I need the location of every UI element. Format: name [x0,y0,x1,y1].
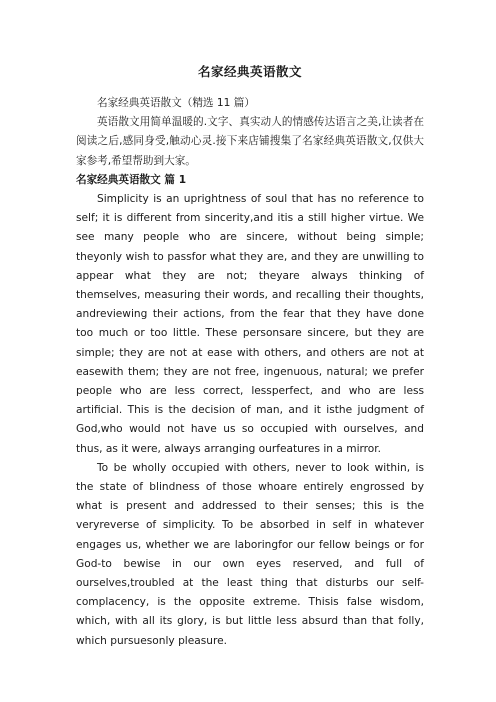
document-title: 名家经典英语散文 [197,64,302,79]
section-heading: 名家经典英语散文 篇 1 [76,173,187,186]
document-subtitle: 名家经典英语散文（精选 11 篇） [97,97,255,109]
intro-paragraph: 英语散文用简单温暖的.文字、真实动人的情感传达语言之美,让读者在阅读之后,感同身受,触动心灵.接下来店铺搜集了名家经典英语散文,仅供大家参考,希望帮助到大家。 [76,116,424,167]
body-paragraph-2: To be wholly occupied with others, never to look within, is the state of blindness of those whoare entirely engrossed by what is present and addressed to their senses; this is the veryreverse of simplicity. To be absorbed in self in whatever engages us, whether we are laboringfor our fellow beings or for God-to bewise in our own eyes reserved, and full of ourselves,troubled at the least thing that disturbs our self-complacency, is the opposite extreme. Thisis false wisdom, which, with all its glory, is but little less absurd than that folly, which pursuesonly pleasure. [76,461,424,647]
body-paragraph-1: Simplicity is an uprightness of soul that has no reference to self; it is different from sincerity,and itis a still higher virtue. We see many people who are sincere, without being simple; theyonly wish to passfor what they are, and they are unwilling to appear what they are not; theyare always thinking of themselves, measuring their words, and recalling their thoughts, andreviewing their actions, from the fear that they have done too much or too little. These personsare sincere, but they are simple; they are not at ease with others, and others are not at easewith them; they are not free, ingenuous, natural; we prefer people who are less correct, lessperfect, and who are less artificial. This is the decision of man, and it isthe judgment of God,who would not have us so occupied with ourselves, and thus, as it were, always arranging ourfeatures in a mirror. [76,193,424,455]
